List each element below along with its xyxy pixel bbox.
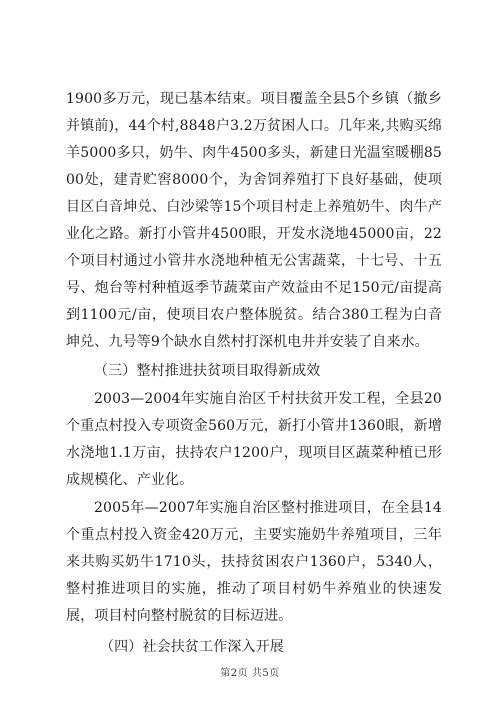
section-heading-3: （三）整村推进扶贫项目取得新成效 bbox=[94, 363, 321, 379]
document-body bbox=[66, 86, 442, 662]
paragraph-2005-2007: 2005年—2007年实施自治区整村推进项目，在全县14个重点村投入资金420万元，主要实施奶牛养殖项目，三年来共购买奶牛1710头，扶持贫困农户1360户，5340人，整村推进项目的实施，推动了项目村奶牛养殖业的快速发展，项目村向整村脱贫的目标迈进。 bbox=[66, 500, 442, 624]
paragraph-2003-2004: 2003—2004年实施自治区千村扶贫开发工程，全县20个重点村投入专项资金560万元，新打小管井1360眼，新增水浇地1.1万亩，扶持农户1200户，现项目区蔬菜种植已形成规模化、产业化。 bbox=[66, 391, 442, 488]
page-footer: 第2页 共5页 bbox=[220, 668, 280, 679]
section-heading-4: （四）社会扶贫工作深入开展 bbox=[100, 639, 284, 655]
paragraph-continuation: 1900多万元，现已基本结束。项目覆盖全县5个乡镇（撤乡并镇前)，44个村,8848户3.2万贫困人口。几年来,共购买绵羊5000多只，奶牛、肉牛4500多头，新建日光温室暖棚8500处，建青贮窖8000个，为舍饲养殖打下良好基础，使项目区白音坤兑、白沙梁等15个项目村走上养殖奶牛、肉牛产业化之路。新打小管井4500眼，开发水浇地45000亩，22个项目村通过小管井水浇地种植无公害蔬菜，十七号、十五号、炮台等村种植返季节蔬菜亩产效益由不足150元/亩提高到1100元/亩，使项目农户整体脱贫。结合380工程为白音坤兑、九号等9个缺水自然村打深机电井并安装了自来水。 bbox=[66, 91, 442, 350]
